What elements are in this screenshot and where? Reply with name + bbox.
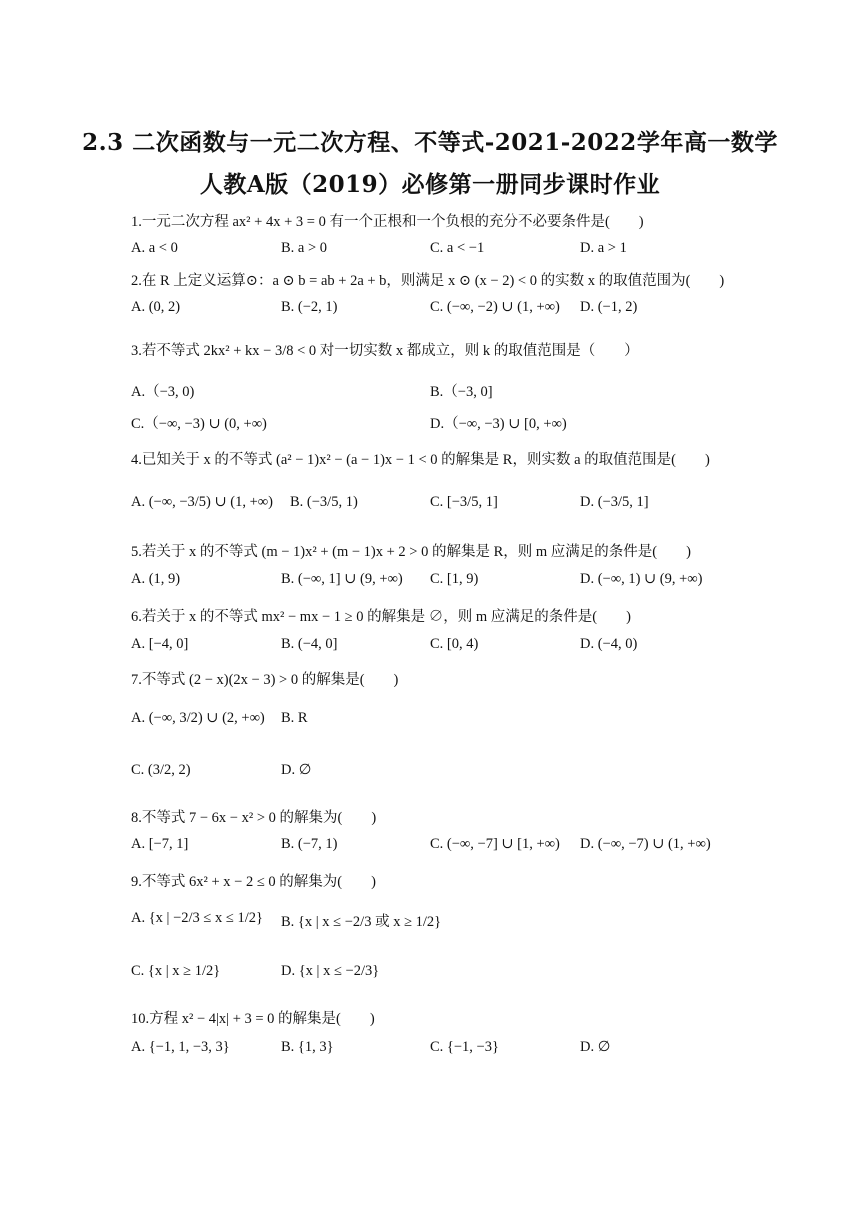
page-title-line-2: 人教A版（2019）必修第一册同步课时作业 <box>199 171 661 198</box>
question-1-option-d: D. a > 1 <box>580 240 627 256</box>
question-6-option-b: B. (−4, 0] <box>281 636 338 652</box>
question-7-option-b: B. R <box>281 710 308 726</box>
question-4-option-a: A. (−∞, −3/5) ∪ (1, +∞) <box>131 494 273 510</box>
question-2-stem: 2.在 R 上定义运算⊙：a ⊙ b = ab + 2a + b，则满足 x ⊙ (x − 2) < 0 的实数 x 的取值范围为( ) <box>131 273 725 289</box>
question-10-option-b: B. {1, 3} <box>281 1039 334 1055</box>
question-7-option-a: A. (−∞, 3/2) ∪ (2, +∞) <box>131 710 265 726</box>
question-6-option-a: A. [−4, 0] <box>131 636 189 652</box>
question-10-option-c: C. {−1, −3} <box>430 1039 499 1055</box>
question-2-option-c: C. (−∞, −2) ∪ (1, +∞) <box>430 299 560 315</box>
question-4-option-b: B. (−3/5, 1) <box>290 494 358 510</box>
question-9-option-b: B. {x | x ≤ −2/3 或 x ≥ 1/2} <box>281 914 442 930</box>
question-3-option-a: A.（−3, 0) <box>131 384 195 400</box>
question-9-option-a: A. {x | −2/3 ≤ x ≤ 1/2} <box>131 910 263 926</box>
question-1-option-a: A. a < 0 <box>131 240 178 256</box>
question-9-stem: 9.不等式 6x² + x − 2 ≤ 0 的解集为( ) <box>131 874 376 890</box>
question-6-option-d: D. (−4, 0) <box>580 636 638 652</box>
question-6-stem: 6.若关于 x 的不等式 mx² − mx − 1 ≥ 0 的解集是 ∅，则 m 应满足的条件是( ) <box>131 609 631 625</box>
question-10-option-a: A. {−1, 1, −3, 3} <box>131 1039 230 1055</box>
question-1-option-c: C. a < −1 <box>430 240 485 256</box>
question-8-option-c: C. (−∞, −7] ∪ [1, +∞) <box>430 836 560 852</box>
question-3-option-d: D.（−∞, −3) ∪ [0, +∞) <box>430 416 567 432</box>
question-4-option-c: C. [−3/5, 1] <box>430 494 498 510</box>
question-5-option-b: B. (−∞, 1] ∪ (9, +∞) <box>281 571 403 587</box>
question-5-stem: 5.若关于 x 的不等式 (m − 1)x² + (m − 1)x + 2 > 0 的解集是 R，则 m 应满足的条件是( ) <box>131 544 691 560</box>
question-5-option-a: A. (1, 9) <box>131 571 181 587</box>
question-7-option-d: D. ∅ <box>281 762 312 778</box>
question-9-option-d: D. {x | x ≤ −2/3} <box>281 963 380 979</box>
question-9-option-c: C. {x | x ≥ 1/2} <box>131 963 221 979</box>
question-3-option-c: C.（−∞, −3) ∪ (0, +∞) <box>131 416 267 432</box>
question-8-stem: 8.不等式 7 − 6x − x² > 0 的解集为( ) <box>131 810 377 826</box>
question-6-option-c: C. [0, 4) <box>430 636 479 652</box>
page-title-line-1: 2.3 二次函数与一元二次方程、不等式-2021-2022学年高一数学 <box>82 129 778 156</box>
question-7-option-c: C. (3/2, 2) <box>131 762 191 778</box>
question-8-option-b: B. (−7, 1) <box>281 836 338 852</box>
question-1-stem: 1.一元二次方程 ax² + 4x + 3 = 0 有一个正根和一个负根的充分不必要条件是( ) <box>131 214 644 230</box>
question-8-option-d: D. (−∞, −7) ∪ (1, +∞) <box>580 836 711 852</box>
question-10-option-d: D. ∅ <box>580 1039 611 1055</box>
question-10-stem: 10.方程 x² − 4|x| + 3 = 0 的解集是( ) <box>131 1011 375 1027</box>
question-7-stem: 7.不等式 (2 − x)(2x − 3) > 0 的解集是( ) <box>131 672 399 688</box>
question-3-stem: 3.若不等式 2kx² + kx − 3/8 < 0 对一切实数 x 都成立，则 k 的取值范围是（ ） <box>131 343 639 359</box>
question-2-option-b: B. (−2, 1) <box>281 299 338 315</box>
question-4-option-d: D. (−3/5, 1] <box>580 494 649 510</box>
question-8-option-a: A. [−7, 1] <box>131 836 189 852</box>
question-5-option-c: C. [1, 9) <box>430 571 479 587</box>
question-3-option-b: B.（−3, 0] <box>430 384 493 400</box>
question-4-stem: 4.已知关于 x 的不等式 (a² − 1)x² − (a − 1)x − 1 < 0 的解集是 R，则实数 a 的取值范围是( ) <box>131 452 710 468</box>
question-2-option-a: A. (0, 2) <box>131 299 181 315</box>
question-5-option-d: D. (−∞, 1) ∪ (9, +∞) <box>580 571 703 587</box>
question-2-option-d: D. (−1, 2) <box>580 299 638 315</box>
question-1-option-b: B. a > 0 <box>281 240 328 256</box>
